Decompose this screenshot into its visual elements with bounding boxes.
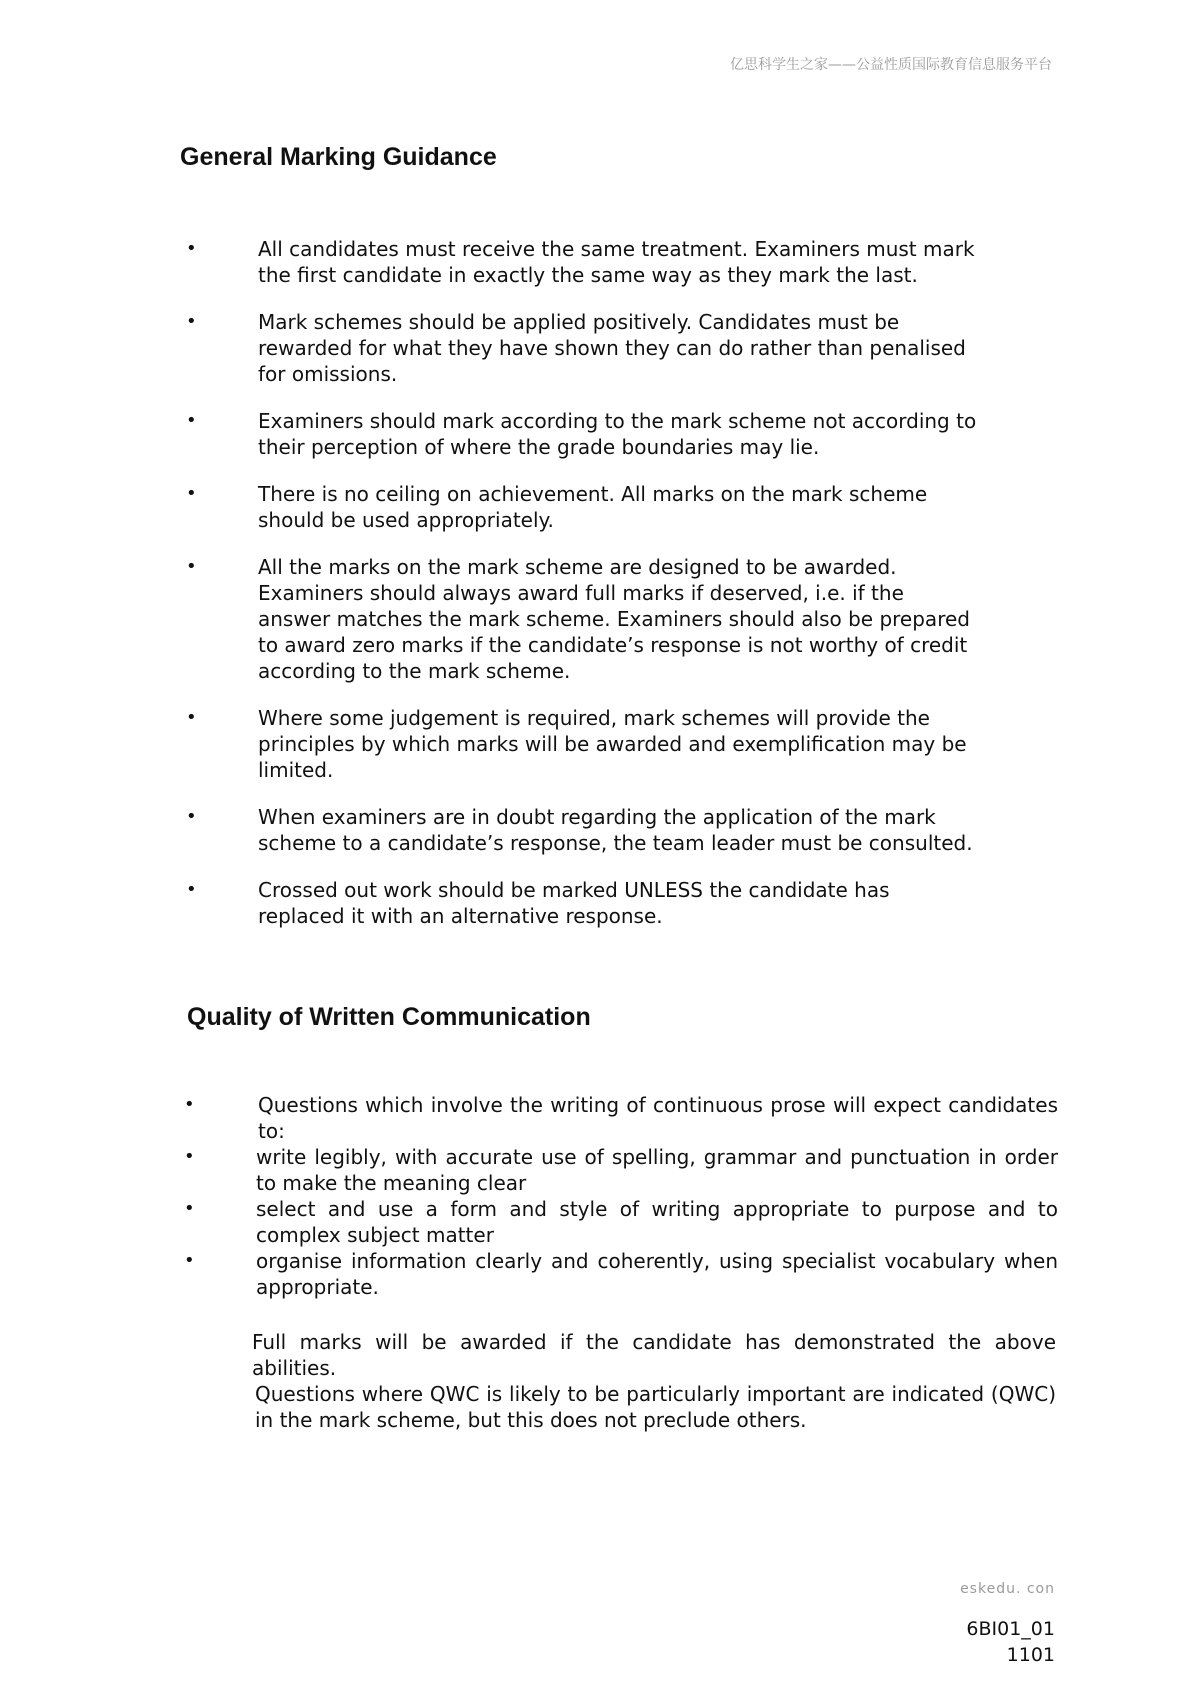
bullet-icon: • xyxy=(184,1250,195,1271)
list-item xyxy=(180,408,980,460)
list-item-text: Crossed out work should be marked UNLESS the candidate has replaced it with an alternative response. xyxy=(258,878,890,928)
list-item-text: Examiners should mark according to the mark scheme not according to their perception of where the grade boundaries may lie. xyxy=(258,409,977,459)
qwc-list xyxy=(178,1092,1058,1300)
bullet-icon: • xyxy=(184,1094,195,1115)
bullet-icon: • xyxy=(186,311,197,332)
list-item xyxy=(178,1092,1058,1144)
bullet-icon: • xyxy=(186,707,197,728)
list-item xyxy=(180,877,980,929)
bullet-icon: • xyxy=(186,806,197,827)
list-item-text: All the marks on the mark scheme are designed to be awarded. Examiners should always award full marks if deserved, i.e. if the answer matches the mark scheme. Examiners should also be prepared to award zero marks if the candidate’s response is not worthy of credit according to the mark scheme. xyxy=(258,555,970,683)
list-item-text: Questions which involve the writing of continuous prose will expect candidates to: xyxy=(258,1093,1058,1143)
list-item xyxy=(180,481,980,533)
footer-watermark: eskedu. con xyxy=(960,1581,1055,1597)
bullet-icon: • xyxy=(184,1198,195,1219)
paper-session: 1101 xyxy=(1006,1644,1055,1666)
qwc-paragraph-indicated: Questions where QWC is likely to be particularly important are indicated (QWC) in the mark scheme, but this does not preclude others. xyxy=(255,1382,1056,1432)
list-item-text: When examiners are in doubt regarding the application of the mark scheme to a candidate’s response, the team leader must be consulted. xyxy=(258,805,973,855)
section-title-general-marking: General Marking Guidance xyxy=(180,143,497,171)
list-item xyxy=(180,705,980,783)
list-item-text: organise information clearly and coherently, using specialist vocabulary when appropriate. xyxy=(256,1249,1058,1299)
list-item xyxy=(180,554,980,684)
list-item-text: write legibly, with accurate use of spelling, grammar and punctuation in order to make the meaning clear xyxy=(256,1145,1058,1195)
bullet-icon: • xyxy=(186,483,197,504)
general-marking-list xyxy=(180,236,980,950)
list-item xyxy=(178,1196,1058,1248)
list-item xyxy=(180,236,980,288)
qwc-paragraph-full-marks: Full marks will be awarded if the candidate has demonstrated the above abilities. xyxy=(252,1330,1056,1380)
list-item xyxy=(178,1144,1058,1196)
bullet-icon: • xyxy=(184,1146,195,1167)
list-item xyxy=(180,309,980,387)
bullet-icon: • xyxy=(186,879,197,900)
list-item-text: Where some judgement is required, mark schemes will provide the principles by which marks will be awarded and exemplification may be limited. xyxy=(258,706,967,782)
list-item-text: select and use a form and style of writing appropriate to purpose and to complex subject matter xyxy=(256,1197,1058,1247)
bullet-icon: • xyxy=(186,238,197,259)
list-item xyxy=(178,1248,1058,1300)
list-item-text: Mark schemes should be applied positively. Candidates must be rewarded for what they have shown they can do rather than penalised for omissions. xyxy=(258,310,966,386)
section-title-qwc: Quality of Written Communication xyxy=(187,1003,591,1031)
header-watermark: 亿思科学生之家——公益性质国际教育信息服务平台 xyxy=(730,57,1052,73)
list-item xyxy=(180,804,980,856)
bullet-icon: • xyxy=(186,410,197,431)
paper-code: 6BI01_01 xyxy=(966,1618,1055,1640)
list-item-text: All candidates must receive the same treatment. Examiners must mark the first candidate in exactly the same way as they mark the last. xyxy=(258,237,975,287)
bullet-icon: • xyxy=(186,556,197,577)
list-item-text: There is no ceiling on achievement. All marks on the mark scheme should be used appropriately. xyxy=(258,482,928,532)
